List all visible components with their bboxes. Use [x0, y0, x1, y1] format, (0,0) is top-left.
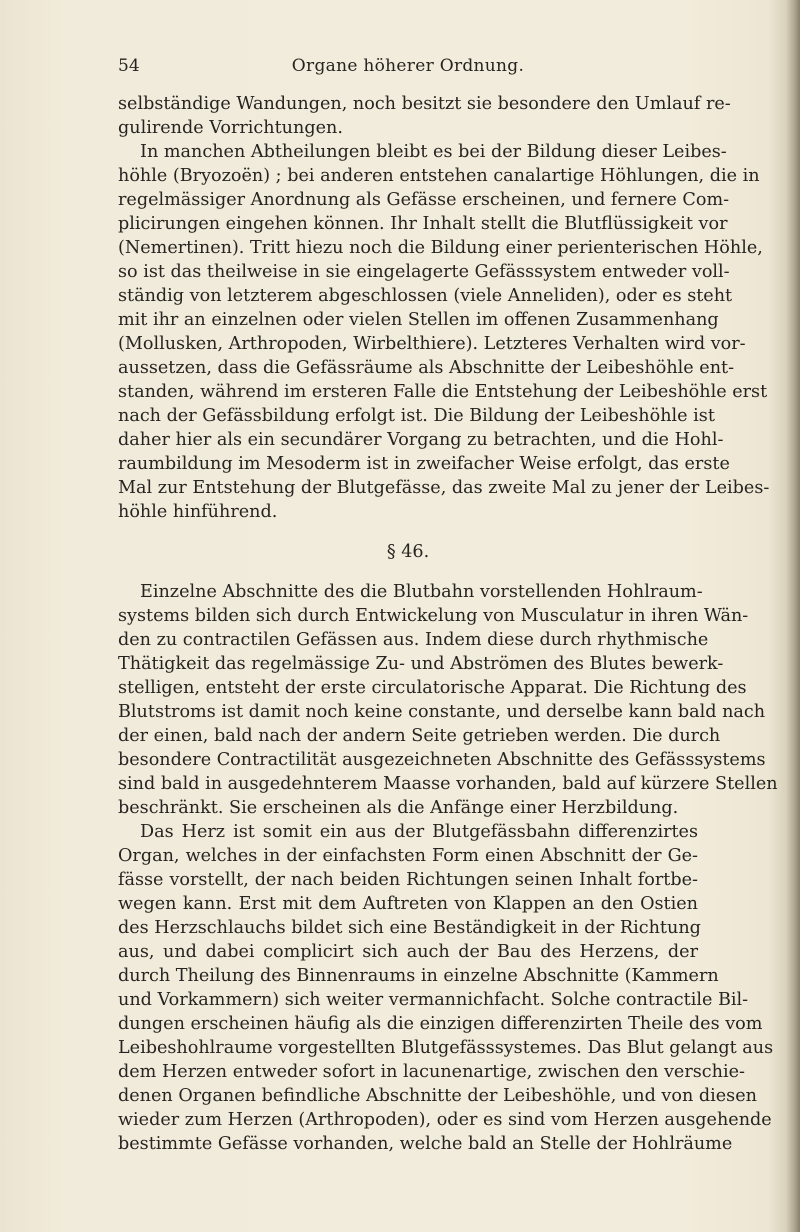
text-line: Blutstroms ist damit noch keine constante, und derselbe kann bald nach [118, 702, 766, 722]
text-line: regelmässiger Anordnung als Gefässe erscheinen, und fernere Com- [118, 190, 730, 210]
body-text [118, 92, 778, 1156]
text-line: (Nemertinen). Tritt hiezu noch die Bildung einer perienterischen Höhle, [118, 238, 763, 258]
text-line: des Herzschlauchs bildet sich eine Beständigkeit in der Richtung [118, 918, 701, 938]
text-line: der einen, bald nach der andern Seite getrieben werden. Die durch [118, 726, 721, 746]
text-line: systems bilden sich durch Entwickelung von Musculatur in ihren Wän- [118, 606, 749, 626]
text-line: und Vorkammern) sich weiter vermannichfacht. Solche contractile Bil- [118, 990, 749, 1010]
text-line: Organ, welches in der einfachsten Form einen Abschnitt der Ge- [118, 846, 698, 866]
text-line: (Mollusken, Arthropoden, Wirbelthiere). Letzteres Verhalten wird vor- [118, 334, 746, 354]
text-line: sind bald in ausgedehnterem Maasse vorhanden, bald auf kürzere Stellen [118, 774, 778, 794]
text-line: standen, während im ersteren Falle die Entstehung der Leibeshöhle erst [118, 382, 768, 402]
text-line: fässe vorstellt, der nach beiden Richtungen seinen Inhalt fortbe- [118, 870, 698, 890]
page-number: 54 [118, 56, 140, 76]
text-line: durch Theilung des Binnenraums in einzelne Abschnitte (Kammern [118, 966, 719, 986]
text-line: wieder zum Herzen (Arthropoden), oder es sind vom Herzen ausgehende [118, 1110, 772, 1130]
text-line: Einzelne Abschnitte des die Blutbahn vorstellenden Hohlraum- [140, 582, 703, 602]
text-line: Leibeshohlraume vorgestellten Blutgefässsystemes. Das Blut gelangt aus [118, 1038, 774, 1058]
text-line: mit ihr an einzelnen oder vielen Stellen im offenen Zusammenhang [118, 310, 719, 330]
text-line: besondere Contractilität ausgezeichneten Abschnitte des Gefässsystems [118, 750, 766, 770]
text-line: stelligen, entsteht der erste circulatorische Apparat. Die Richtung des [118, 678, 747, 698]
text-line: Thätigkeit das regelmässige Zu- und Abströmen des Blutes bewerk- [118, 654, 724, 674]
text-line: Das Herz ist somit ein aus der Blutgefässbahn differenzirtes [140, 822, 698, 842]
text-line: aus, und dabei complicirt sich auch der Bau des Herzens, der [118, 942, 698, 962]
text-line: so ist das theilweise in sie eingelagerte Gefässsystem entweder voll- [118, 262, 730, 282]
section-heading: § 46. [386, 542, 430, 562]
text-line: gulirende Vorrichtungen. [118, 118, 343, 138]
text-line: bestimmte Gefässe vorhanden, welche bald an Stelle der Hohlräume [118, 1134, 733, 1154]
text-line: selbständige Wandungen, noch besitzt sie besondere den Umlauf re- [118, 94, 731, 114]
text-line: aussetzen, dass die Gefässräume als Abschnitte der Leibeshöhle ent- [118, 358, 735, 378]
text-line: daher hier als ein secundärer Vorgang zu betrachten, und die Hohl- [118, 430, 724, 450]
page-edge-shadow [786, 0, 800, 1232]
text-line: Mal zur Entstehung der Blutgefässe, das zweite Mal zu jener der Leibes- [118, 478, 770, 498]
text-line: plicirungen eingehen können. Ihr Inhalt stellt die Blutflüssigkeit vor [118, 214, 728, 234]
page-header [118, 56, 698, 82]
text-line: wegen kann. Erst mit dem Auftreten von Klappen an den Ostien [118, 894, 698, 914]
text-line: denen Organen befindliche Abschnitte der Leibeshöhle, und von diesen [118, 1086, 757, 1106]
section-gap [118, 564, 698, 580]
section-gap [118, 524, 698, 540]
text-line: beschränkt. Sie erscheinen als die Anfänge einer Herzbildung. [118, 798, 679, 818]
text-line: raumbildung im Mesoderm ist in zweifacher Weise erfolgt, das erste [118, 454, 730, 474]
text-line: nach der Gefässbildung erfolgt ist. Die Bildung der Leibeshöhle ist [118, 406, 715, 426]
running-title: Organe höherer Ordnung. [291, 56, 525, 76]
text-line: ständig von letzterem abgeschlossen (viele Anneliden), oder es steht [118, 286, 733, 306]
text-line: den zu contractilen Gefässen aus. Indem diese durch rhythmische [118, 630, 709, 650]
text-line: dungen erscheinen häufig als die einzigen differenzirten Theile des vom [118, 1014, 763, 1034]
text-line: höhle (Bryozoën) ; bei anderen entstehen canalartige Höhlungen, die in [118, 166, 760, 186]
text-line: In manchen Abtheilungen bleibt es bei der Bildung dieser Leibes- [140, 142, 727, 162]
text-line: dem Herzen entweder sofort in lacunenartige, zwischen den verschie- [118, 1062, 745, 1082]
text-line: höhle hinführend. [118, 502, 278, 522]
